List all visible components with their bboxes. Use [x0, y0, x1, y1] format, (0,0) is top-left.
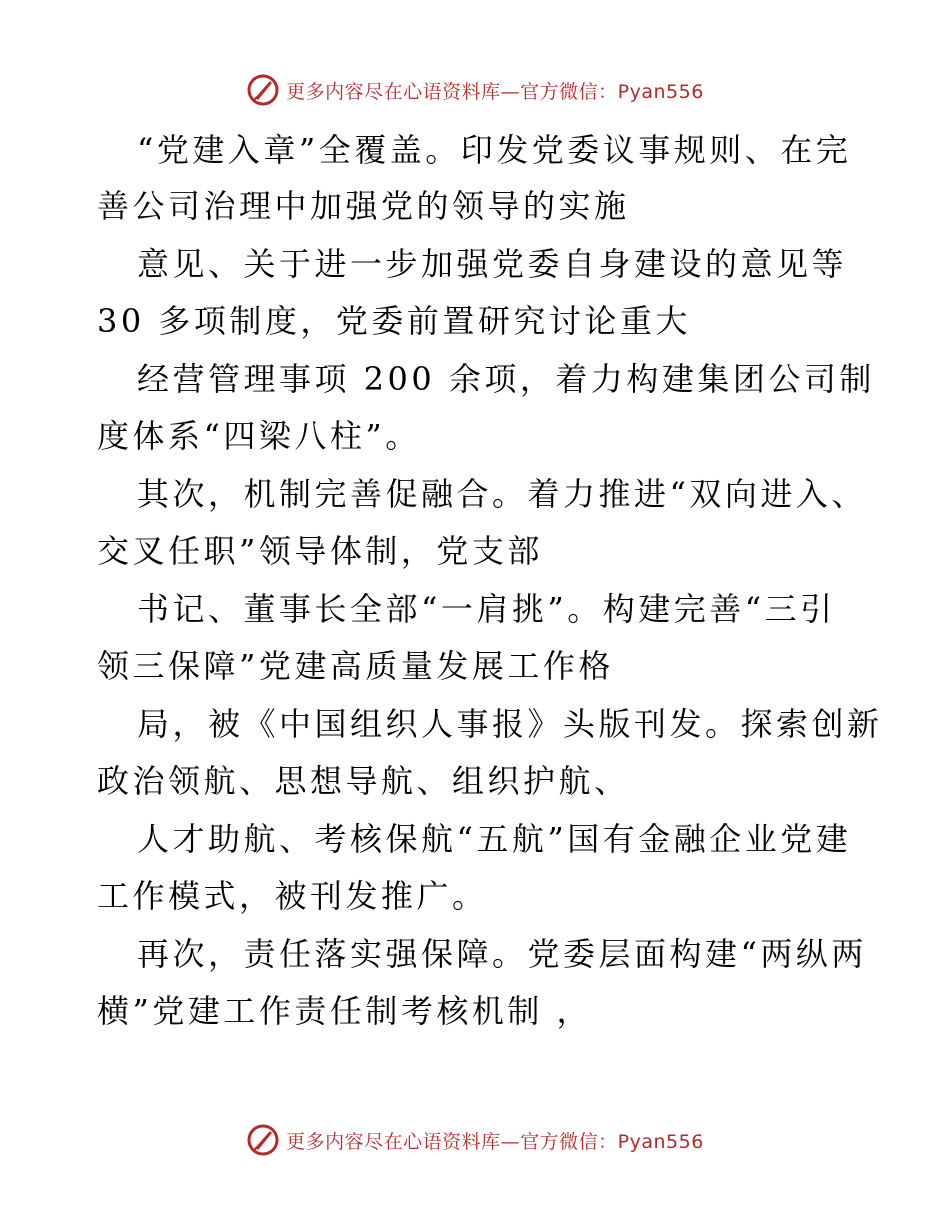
banner-text: 更多内容尽在心语资料库—官方微信：Pyan556 — [286, 80, 704, 103]
text-line: 横”党建工作责任制考核机制 ， — [97, 992, 593, 1030]
text-line: 度体系“四梁八柱”。 — [97, 417, 421, 455]
text-line: 30 多项制度，党委前置研究讨论重大 — [97, 302, 691, 340]
quill-logo-icon — [246, 73, 280, 107]
text-line: 意见、关于进一步加强党委自身建设的意见等 — [137, 245, 848, 283]
text-line: 经营管理事项 200 余项，着力构建集团公司制 — [137, 360, 875, 398]
text-line: 政治领航、思想导航、组织护航、 — [97, 762, 630, 800]
footer-banner — [0, 1120, 950, 1160]
wechat-id: Pyan556 — [617, 80, 704, 103]
wechat-id: Pyan556 — [617, 1130, 704, 1153]
header-banner — [0, 70, 950, 110]
text-line: 局，被《中国组织人事报》头版刊发。探索创新 — [137, 705, 883, 743]
text-line: 领三保障”党建高质量发展工作格 — [97, 647, 614, 685]
text-line: 其次，机制完善促融合。着力推进“双向进入、 — [137, 475, 867, 513]
text-line: 人才助航、考核保航“五航”国有金融企业党建 — [137, 820, 852, 858]
text-line: “党建入章”全覆盖。印发党委议事规则、在完 — [137, 131, 852, 169]
text-line: 工作模式，被刊发推广。 — [97, 877, 488, 915]
text-line: 善公司治理中加强党的领导的实施 — [97, 187, 630, 225]
text-line: 再次，责任落实强保障。党委层面构建“两纵两 — [137, 935, 867, 973]
text-line: 交叉任职”领导体制，党支部 — [97, 532, 543, 570]
text-line: 书记、董事长全部“一肩挑”。构建完善“三引 — [137, 590, 836, 628]
quill-logo-icon — [246, 1123, 280, 1157]
banner-text: 更多内容尽在心语资料库—官方微信：Pyan556 — [286, 1130, 704, 1153]
